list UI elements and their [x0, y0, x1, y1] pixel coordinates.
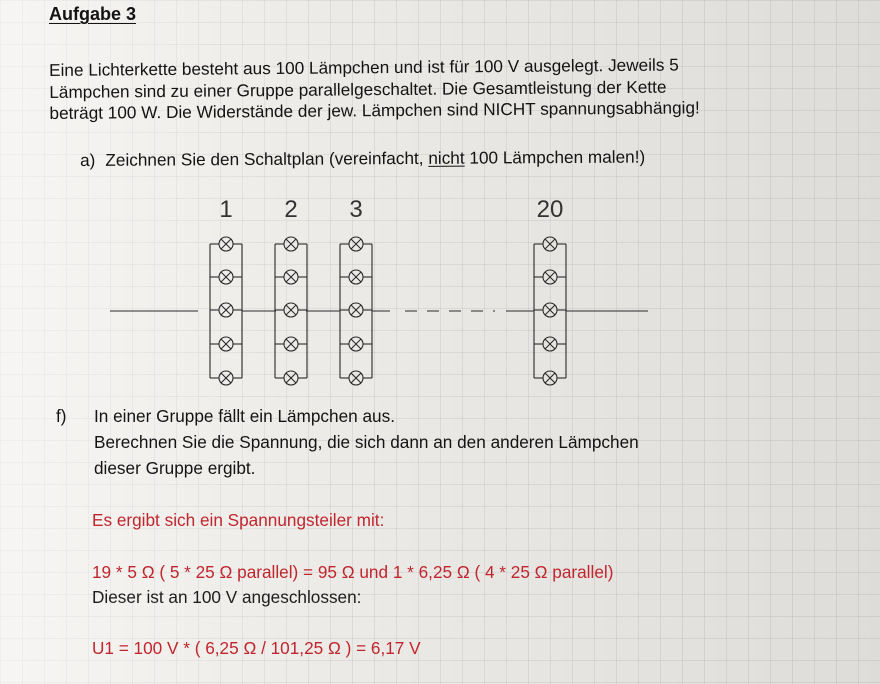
task-f: [56, 403, 639, 481]
task-a: [80, 147, 645, 171]
answer-voltage-line: Dieser ist an 100 V angeschlossen:: [92, 587, 362, 607]
task-a-emphasis: nicht: [428, 147, 465, 168]
group-number-label: 1: [219, 196, 233, 223]
answer-intro: Es ergibt sich ein Spannungsteiler mit:: [92, 510, 385, 530]
exercise-heading: Aufgabe 3: [49, 4, 137, 24]
intro-line: Eine Lichterkette besteht aus 100 Lämpchen und ist für 100 V ausgelegt. Jeweils 5: [49, 54, 679, 80]
answer-result-line: U1 = 100 V * ( 6,25 Ω / 101,25 Ω ) = 6,17 V: [92, 638, 421, 658]
group-number-label: 20: [536, 196, 564, 223]
task-f-label: f): [56, 406, 67, 426]
group-number-label: 3: [349, 196, 363, 223]
task-a-text: Zeichnen Sie den Schaltplan (vereinfacht,: [105, 147, 429, 170]
intro-line: beträgt 100 W. Die Widerstände der jew. Lämpchen sind NICHT spannungsabhängig!: [49, 97, 700, 123]
task-f-line: dieser Gruppe ergibt.: [94, 458, 256, 478]
circuit-diagram: [0, 180, 700, 400]
task-a-text-end: 100 Lämpchen malen!): [464, 146, 646, 168]
task-f-line: Berechnen Sie die Spannung, die sich dann an den anderen Lämpchen: [94, 432, 639, 452]
answer-resistance-line: 19 * 5 Ω ( 5 * 25 Ω parallel) = 95 Ω und 1 * 6,25 Ω ( 4 * 25 Ω parallel): [92, 562, 614, 582]
exercise-intro: [49, 53, 850, 124]
group-number-label: 2: [284, 196, 298, 223]
task-a-label: a): [80, 149, 96, 170]
intro-line: Lämpchen sind zu einer Gruppe parallelgeschaltet. Die Gesamtleistung der Kette: [49, 76, 667, 102]
circuit-drawing: [0, 180, 700, 400]
task-f-line: In einer Gruppe fällt ein Lämpchen aus.: [94, 406, 395, 426]
